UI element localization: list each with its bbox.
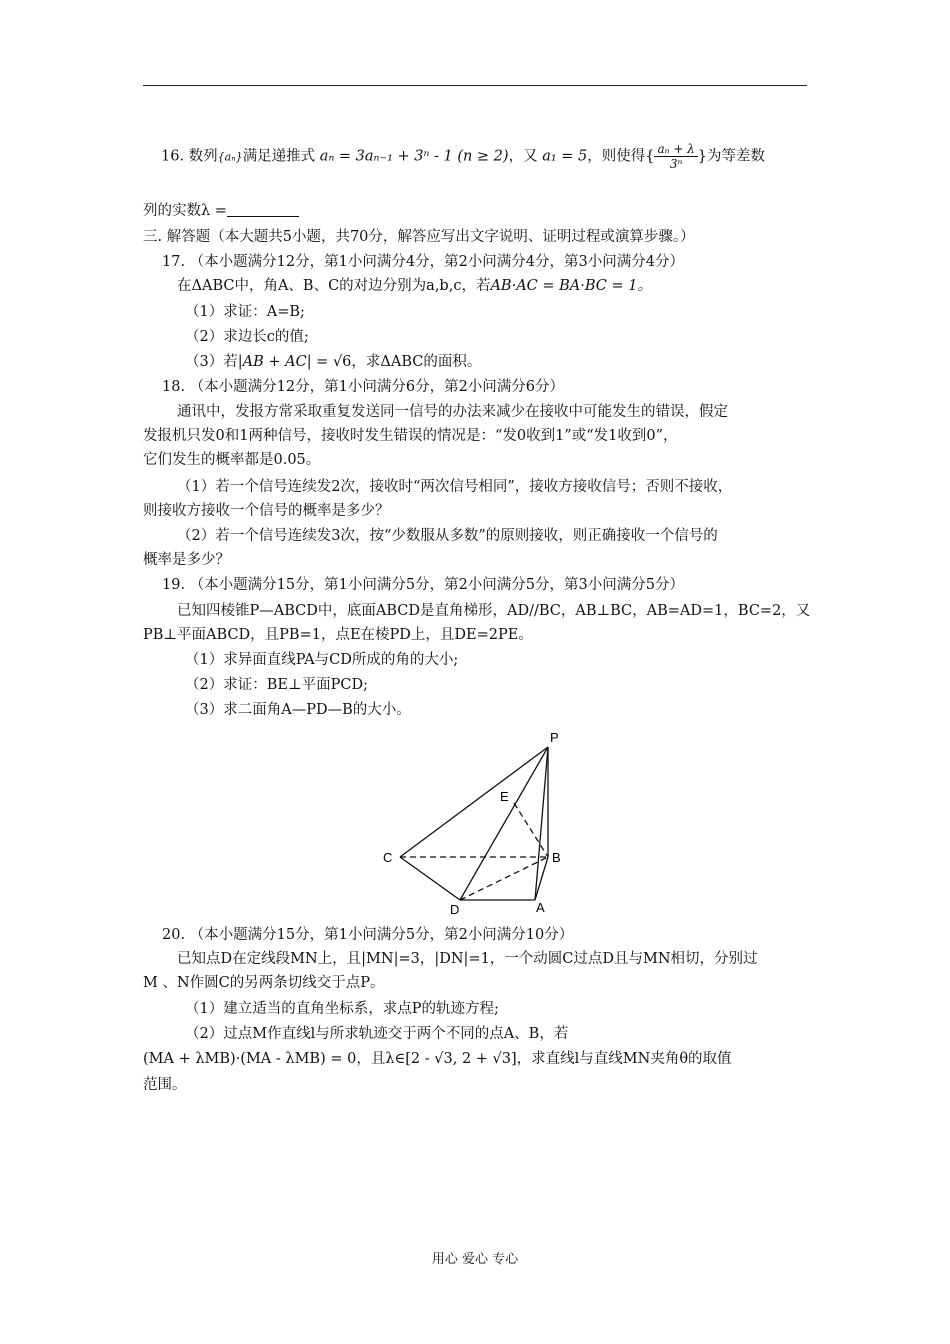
problem-18-line-1: 通讯中，发报方常采取重复发送同一信号的办法来减少在接收中可能发生的错误，假定 [177,404,728,420]
page-footer: 用心 爱心 专心 [431,1252,519,1267]
problem-19-line-2: PB⊥平面ABCD，且PB=1，点E在棱PD上，且DE=2PE。 [143,627,533,643]
problem-17-line-1: 在ΔABC中，角A、B、C的对边分别为a,b,c，若AB·AC = BA·BC = 1。 [177,278,652,294]
answer-blank [227,202,299,217]
edge-pd [460,747,548,900]
problem-19-q2: （2）求证：BE⊥平面PCD; [185,677,368,693]
problem-16-line-2: 列的实数λ = [143,201,807,221]
section-3-heading: 三. 解答题（本大题共5小题，共70分，解答应写出文字说明、证明过程或演算步骤。） [143,229,695,245]
problem-20-line-3: (MA + λMB)·(MA - λMB) = 0，且λ∈[2 - √3, 2 + √3]，求直线l与直线MN夹角θ的取值 [143,1051,732,1067]
pyramid-figure [370,725,590,920]
problem-18-q1-a: （1）若一个信号连续发2次，接收时“两次信号相同”，接收方接收信号；否则不接收， [177,479,733,495]
problem-20-q2: （2）过点M作直线l与所求轨迹交于两个不同的点A、B，若 [185,1026,569,1042]
problem-19-q1: （1）求异面直线PA与CD所成的角的大小; [185,652,459,668]
problem-19-line-1: 已知四棱锥P—ABCD中，底面ABCD是直角梯形，AD//BC，AB⊥BC，AB=AD=1，BC=2，又 [177,603,811,619]
header-rule [143,85,807,86]
label-p: P [550,730,559,745]
label-e: E [500,789,509,804]
problem-18-q1-b: 则接收方接收一个信号的概率是多少？ [143,503,390,519]
edge-pc [400,747,548,857]
problem-20-line-1: 已知点D在定线段MN上，且|MN|=3，|DN|=1，一个动圆C过点D且与MN相切，分别过 [177,951,758,967]
problem-20-line-4: 范围。 [143,1077,187,1093]
fraction: $\frac{\text{aₙ + λ}}{\text{3ⁿ}}$ [654,142,697,171]
label-d: D [450,902,460,917]
problem-17-heading: 17. （本小题满分12分，第1小问满分4分，第2小问满分4分，第3小问满分4分） [162,254,684,270]
problem-19-q3: （3）求二面角A—PD—B的大小。 [185,702,411,718]
problem-17-q2: （2）求边长c的值; [185,329,309,345]
edge-db [460,857,548,900]
problem-17-q1: （1）求证：A=B; [185,304,305,320]
label-c: C [383,850,393,865]
problem-16-line-1: 16. 数列{aₙ}满足递推式 aₙ = 3aₙ₋₁ + 3ⁿ - 1 (n ≥ 2)，又 a₁ = 5，则使得{ $\frac{\text{aₙ + λ}}{\text{3ⁿ}}$ }为等差数 [161,142,766,171]
label-a: A [536,900,545,915]
problem-18-line-3: 它们发生的概率都是0.05。 [143,452,321,468]
label-b: B [552,850,561,865]
problem-18-heading: 18. （本小题满分12分，第1小问满分6分，第2小问满分6分） [162,379,565,395]
problem-20-q1: （1）建立适当的直角坐标系，求点P的轨迹方程; [185,1001,499,1017]
problem-19-heading: 19. （本小题满分15分，第1小问满分5分，第2小问满分5分，第3小问满分5分） [162,577,684,593]
problem-20-heading: 20. （本小题满分15分，第1小问满分5分，第2小问满分10分） [162,927,574,943]
problem-20-line-2: M 、N作圆C的另两条切线交于点P。 [143,975,385,991]
edge-cd [400,857,460,900]
problem-17-q3: （3）若|AB + AC| = √6，求ΔABC的面积。 [185,354,482,370]
problem-18-line-2: 发报机只发0和1两种信号，接收时发生错误的情况是：“发0收到1”或“发1收到0”， [143,428,678,444]
problem-18-q2-a: （2）若一个信号连续发3次，按“少数服从多数”的原则接收，则正确接收一个信号的 [177,528,718,544]
problem-18-q2-b: 概率是多少？ [143,552,230,568]
